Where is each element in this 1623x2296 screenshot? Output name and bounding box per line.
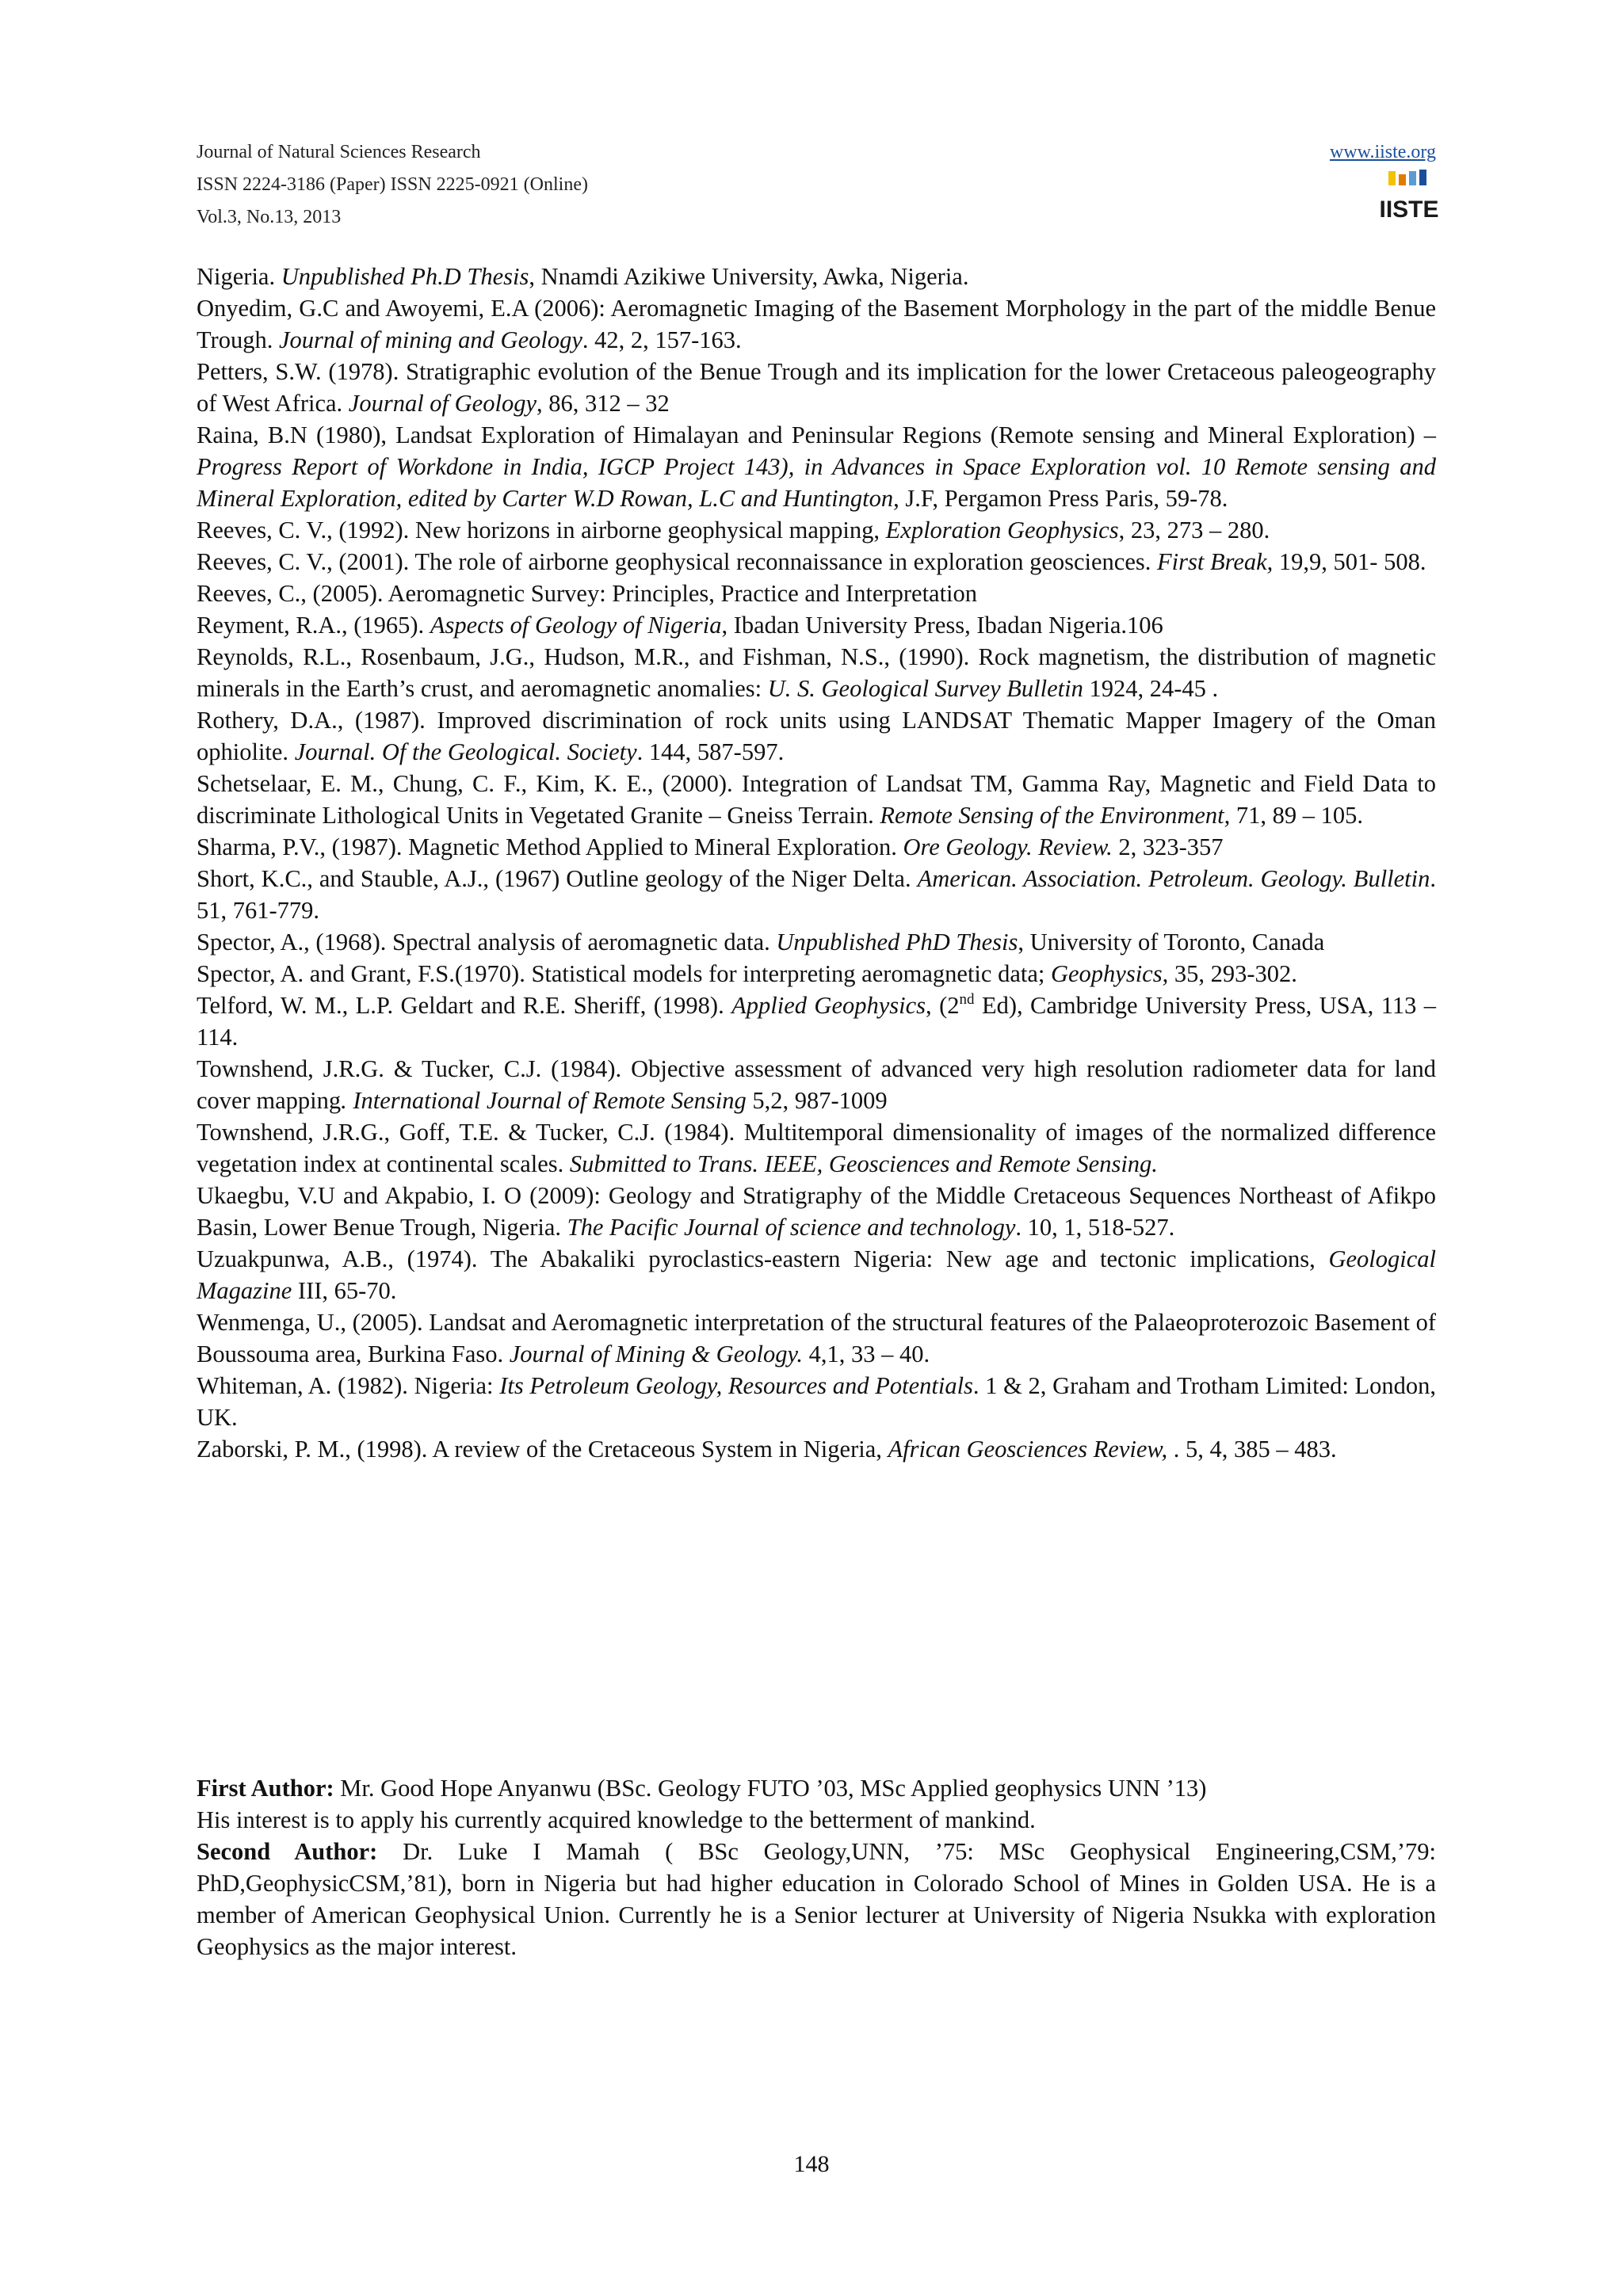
reference-italic: . International Journal of Remote Sensing: [341, 1087, 747, 1114]
reference-italic: Remote Sensing of the Environment,: [880, 802, 1231, 829]
reference-italic: Journal of mining and Geology: [278, 326, 582, 353]
reference-text: Uzuakpunwa, A.B., (1974). The Abakaliki pyroclastics-eastern Nigeria: New age and tectonic implications,: [197, 1245, 1329, 1272]
reference-text: Spector, A., (1968). Spectral analysis of aeromagnetic data.: [197, 929, 777, 955]
reference-item: [197, 1116, 1436, 1180]
reference-text: Sharma, P.V., (1987). Magnetic Method Applied to Mineral Exploration.: [197, 833, 903, 860]
reference-text: , Nnamdi Azikiwe University, Awka, Nigeria.: [529, 263, 969, 290]
reference-text: 71, 89 – 105.: [1230, 802, 1364, 829]
reference-text: 19,9, 501- 508.: [1273, 548, 1426, 575]
reference-text: 4,1, 33 – 40.: [802, 1341, 930, 1367]
reference-italic: Applied Geophysics: [731, 992, 926, 1019]
logo-text: IISTE: [1379, 196, 1439, 223]
reference-text: , University of Toronto, Canada: [1018, 929, 1325, 955]
reference-text: . 51, 761-779.: [197, 865, 1436, 924]
reference-italic: First Break,: [1157, 548, 1274, 575]
reference-italic: Journal of Geology: [348, 390, 537, 417]
reference-text: Reeves, C. V., (1992). New horizons in airborne geophysical mapping,: [197, 517, 886, 543]
reference-text: Townshend, J.R.G. & Tucker, C.J. (1984). Objective assessment of advanced very high resolution radiometer data for land cover mapping: [197, 1055, 1436, 1114]
reference-text: 35, 293-302.: [1168, 960, 1297, 987]
reference-text: 1924, 24-45 .: [1083, 675, 1219, 702]
iiste-logo: [1379, 170, 1439, 223]
first-author-text: Mr. Good Hope Anyanwu (BSc. Geology FUTO ’03, MSc Applied geophysics UNN ’13): [334, 1775, 1207, 1802]
first-author-bio: [197, 1772, 1436, 1804]
logo-bar: [1388, 171, 1396, 185]
reference-item: [197, 609, 1436, 641]
reference-item: [197, 578, 1436, 609]
reference-italic: African Geosciences Review,: [888, 1436, 1168, 1463]
page-number: 148: [793, 2151, 830, 2177]
reference-item: [197, 863, 1436, 926]
reference-text: Wenmenga, U., (2005). Landsat and Aeromagnetic interpretation of the structural features of the Palaeoproterozoic Basement of Boussouma area, Burkina Faso.: [197, 1309, 1436, 1367]
reference-text: , J.F, Pergamon Press Paris, 59-78.: [893, 485, 1228, 512]
reference-italic: American. Association. Petroleum. Geology. Bulletin: [917, 865, 1430, 892]
reference-text: Reynolds, R.L., Rosenbaum, J.G., Hudson, M.R., and Fishman, N.S., (1990). Rock magnetism, the distribution of magnetic minerals in the Earth’s crust, and aeromagnetic anomalies:: [197, 643, 1436, 702]
reference-italic: U. S. Geological Survey Bulletin: [767, 675, 1083, 702]
reference-text: . 1 & 2, Graham and Trotham Limited: London, UK.: [197, 1372, 1437, 1431]
references-list: [197, 261, 1436, 1465]
reference-text: , Ibadan University Press, Ibadan Nigeria.106: [721, 612, 1163, 639]
reference-text: Reeves, C. V., (2001). The role of airborne geophysical reconnaissance in exploration geosciences.: [197, 548, 1158, 575]
page-header: [197, 136, 1439, 231]
first-author-interest: His interest is to apply his currently acquired knowledge to the betterment of mankind.: [197, 1806, 1036, 1833]
reference-text: 2, 323-357: [1112, 833, 1224, 860]
journal-url-link[interactable]: www.iiste.org: [1330, 142, 1436, 162]
reference-text: Petters, S.W. (1978). Stratigraphic evolution of the Benue Trough and its implication for the lower Cretaceous paleogeography of West Africa.: [197, 358, 1436, 417]
reference-item: [197, 356, 1436, 419]
reference-item: [197, 641, 1436, 704]
reference-text: . 42, 2, 157-163.: [582, 326, 742, 353]
reference-item: [197, 1180, 1436, 1243]
reference-superscript: nd: [959, 991, 975, 1008]
second-author-bio: [197, 1836, 1436, 1962]
reference-text: Raina, B.N (1980), Landsat Exploration of Himalayan and Peninsular Regions (Remote sensing and Mineral Exploration) –: [197, 421, 1436, 448]
reference-item: [197, 261, 1436, 292]
second-author-label: Second Author:: [197, 1838, 378, 1865]
reference-italic: The Pacific Journal of science and technology: [567, 1214, 1016, 1241]
reference-text: Telford, W. M., L.P. Geldart and R.E. Sheriff, (1998).: [197, 992, 732, 1019]
reference-item: [197, 546, 1436, 578]
reference-text: . 5, 4, 385 – 483.: [1167, 1436, 1337, 1463]
reference-italic: Ore Geology. Review.: [903, 833, 1113, 860]
reference-item: [197, 292, 1436, 356]
reference-italic: Unpublished Ph.D Thesis: [281, 263, 529, 290]
reference-text: Ed), Cambridge University Press, USA, 113 – 114.: [197, 992, 1436, 1051]
reference-text: Zaborski, P. M., (1998). A review of the Cretaceous System in Nigeria,: [197, 1436, 888, 1463]
journal-info: [197, 136, 588, 234]
reference-text: Onyedim, G.C and Awoyemi, E.A (2006): Aeromagnetic Imaging of the Basement Morphology in the part of the middle Benue Trough.: [197, 295, 1436, 353]
reference-text: Spector, A. and Grant, F.S.(1970). Statistical models for interpreting aeromagnetic data;: [197, 960, 1051, 987]
reference-item: [197, 1053, 1436, 1116]
reference-item: [197, 419, 1436, 514]
reference-italic: Geophysics,: [1050, 960, 1169, 987]
reference-text: . 10, 1, 518-527.: [1015, 1214, 1175, 1241]
reference-italic: Exploration Geophysics: [885, 517, 1119, 543]
reference-italic: Geological Magazine: [197, 1245, 1436, 1304]
reference-item: [197, 1370, 1436, 1433]
reference-item: [197, 1433, 1436, 1465]
reference-italic: Journal of Mining & Geology.: [509, 1341, 803, 1367]
reference-item: [197, 926, 1436, 958]
reference-italic: Submitted to Trans. IEEE, Geosciences and Remote Sensing.: [569, 1150, 1158, 1177]
reference-text: , 23, 273 – 280.: [1118, 517, 1270, 543]
reference-italic: Progress Report of Workdone in India, IGCP Project 143), in Advances in Space Exploration vol. 10 Remote sensing and Mineral Exploration, edited by Carter W.D Rowan, L.C and Huntington: [197, 453, 1436, 512]
reference-item: [197, 704, 1436, 768]
reference-text: Schetselaar, E. M., Chung, C. F., Kim, K. E., (2000). Integration of Landsat TM, Gamma Ray, Magnetic and Field Data to discriminate Lithological Units in Vegetated Granite – Gneiss Terrain.: [197, 770, 1436, 829]
reference-text: . 144, 587-597.: [636, 738, 785, 765]
reference-item: [197, 1306, 1436, 1370]
reference-text: Short, K.C., and Stauble, A.J., (1967) Outline geology of the Niger Delta.: [197, 865, 918, 892]
second-author-text: Dr. Luke I Mamah ( BSc Geology,UNN, ’75: MSc Geophysical Engineering,CSM,’79: PhD,GeophysicCSM,’81), born in Nigeria but had higher education in Colorado School of Mines in Golden USA. He is a member of American Geophysical Union. Currently he is a Senior lecturer at University of Nigeria Nsukka with exploration Geophysics as the major interest.: [197, 1838, 1436, 1960]
reference-italic: Unpublished PhD Thesis: [776, 929, 1018, 955]
logo-bar: [1409, 171, 1416, 185]
logo-bar: [1399, 174, 1406, 185]
first-author-label: First Author:: [197, 1775, 334, 1802]
logo-bar: [1419, 170, 1426, 185]
reference-text: , (2: [926, 992, 960, 1019]
reference-italic: Its Petroleum Geology, Resources and Potentials: [499, 1372, 973, 1399]
reference-item: [197, 768, 1436, 831]
author-bios: [197, 1772, 1436, 1962]
reference-text: Townshend, J.R.G., Goff, T.E. & Tucker, C.J. (1984). Multitemporal dimensionality of images of the normalized difference vegetation index at continental scales.: [197, 1119, 1436, 1177]
reference-item: [197, 1243, 1436, 1306]
journal-volume: Vol.3, No.13, 2013: [197, 207, 342, 227]
journal-title: Journal of Natural Sciences Research: [197, 142, 481, 162]
reference-text: Nigeria.: [197, 263, 281, 290]
reference-item: [197, 514, 1436, 546]
reference-item: [197, 958, 1436, 990]
reference-text: Ukaegbu, V.U and Akpabio, I. O (2009): Geology and Stratigraphy of the Middle Cretaceous Sequences Northeast of Afikpo Basin, Lower Benue Trough, Nigeria.: [197, 1182, 1436, 1241]
reference-italic: Aspects of Geology of Nigeria: [430, 612, 722, 639]
reference-text: III, 65-70.: [292, 1277, 397, 1304]
reference-text: Reeves, C., (2005). Aeromagnetic Survey: Principles, Practice and Interpretation: [197, 580, 978, 607]
reference-text: 5,2, 987-1009: [746, 1087, 888, 1114]
reference-text: Reyment, R.A., (1965).: [197, 612, 430, 639]
reference-text: Rothery, D.A., (1987). Improved discrimination of rock units using LANDSAT Thematic Mapper Imagery of the Oman ophiolite.: [197, 707, 1436, 765]
reference-italic: Journal. Of the Geological. Society: [294, 738, 637, 765]
journal-issn: ISSN 2224-3186 (Paper) ISSN 2225-0921 (Online): [197, 174, 588, 195]
reference-text: , 86, 312 – 32: [536, 390, 670, 417]
reference-item: [197, 831, 1436, 863]
reference-text: Whiteman, A. (1982). Nigeria:: [197, 1372, 500, 1399]
reference-item: [197, 990, 1436, 1053]
